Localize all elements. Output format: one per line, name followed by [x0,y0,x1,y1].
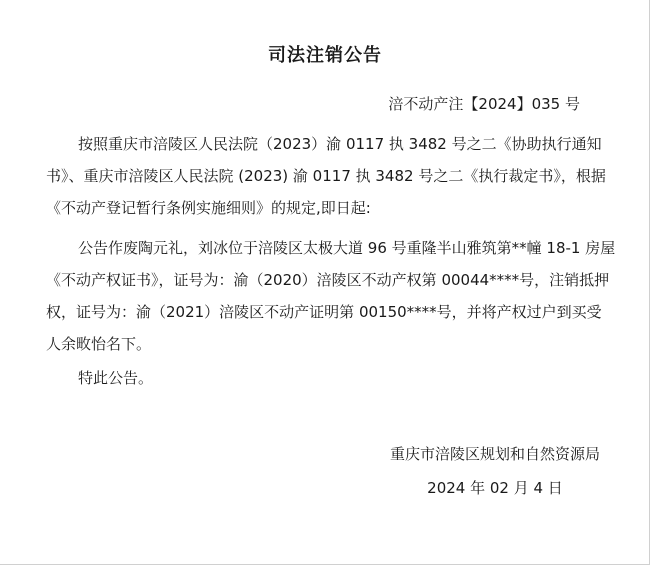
paragraph-legal-basis: 按照重庆市涪陵区人民法院（2023）渝 0117 执 3482 号之二《协助执行通知书》、重庆市涪陵区人民法院 (2023) 渝 0117 执 3482 号之二《执行裁定书》，根据《不动产登记暂行条例实施细则》的规定,即日起: [46,135,606,217]
issue-date: 2024 年 02 月 4 日 [427,479,563,497]
document-number: 涪不动产注【2024】035 号 [388,95,580,113]
signature-block [390,437,600,505]
issuer-name: 重庆市涪陵区规划和自然资源局 [389,445,600,463]
page-title: 司法注销公告 [268,45,382,66]
paragraph-announcement-content: 公告作废陶元礼，刘冰位于涪陵区太极大道 96 号重隆半山雅筑第**幢 18-1 房屋《不动产权证书》，证号为：渝（2020）涪陵区不动产权第 00044****号，注销抵押权，证号为：渝（2021）涪陵区不动产证明第 00150****号，并将产权过户到买受人余畋怡名下。 [46,239,616,353]
paragraph-closing: 特此公告。 [78,369,154,387]
